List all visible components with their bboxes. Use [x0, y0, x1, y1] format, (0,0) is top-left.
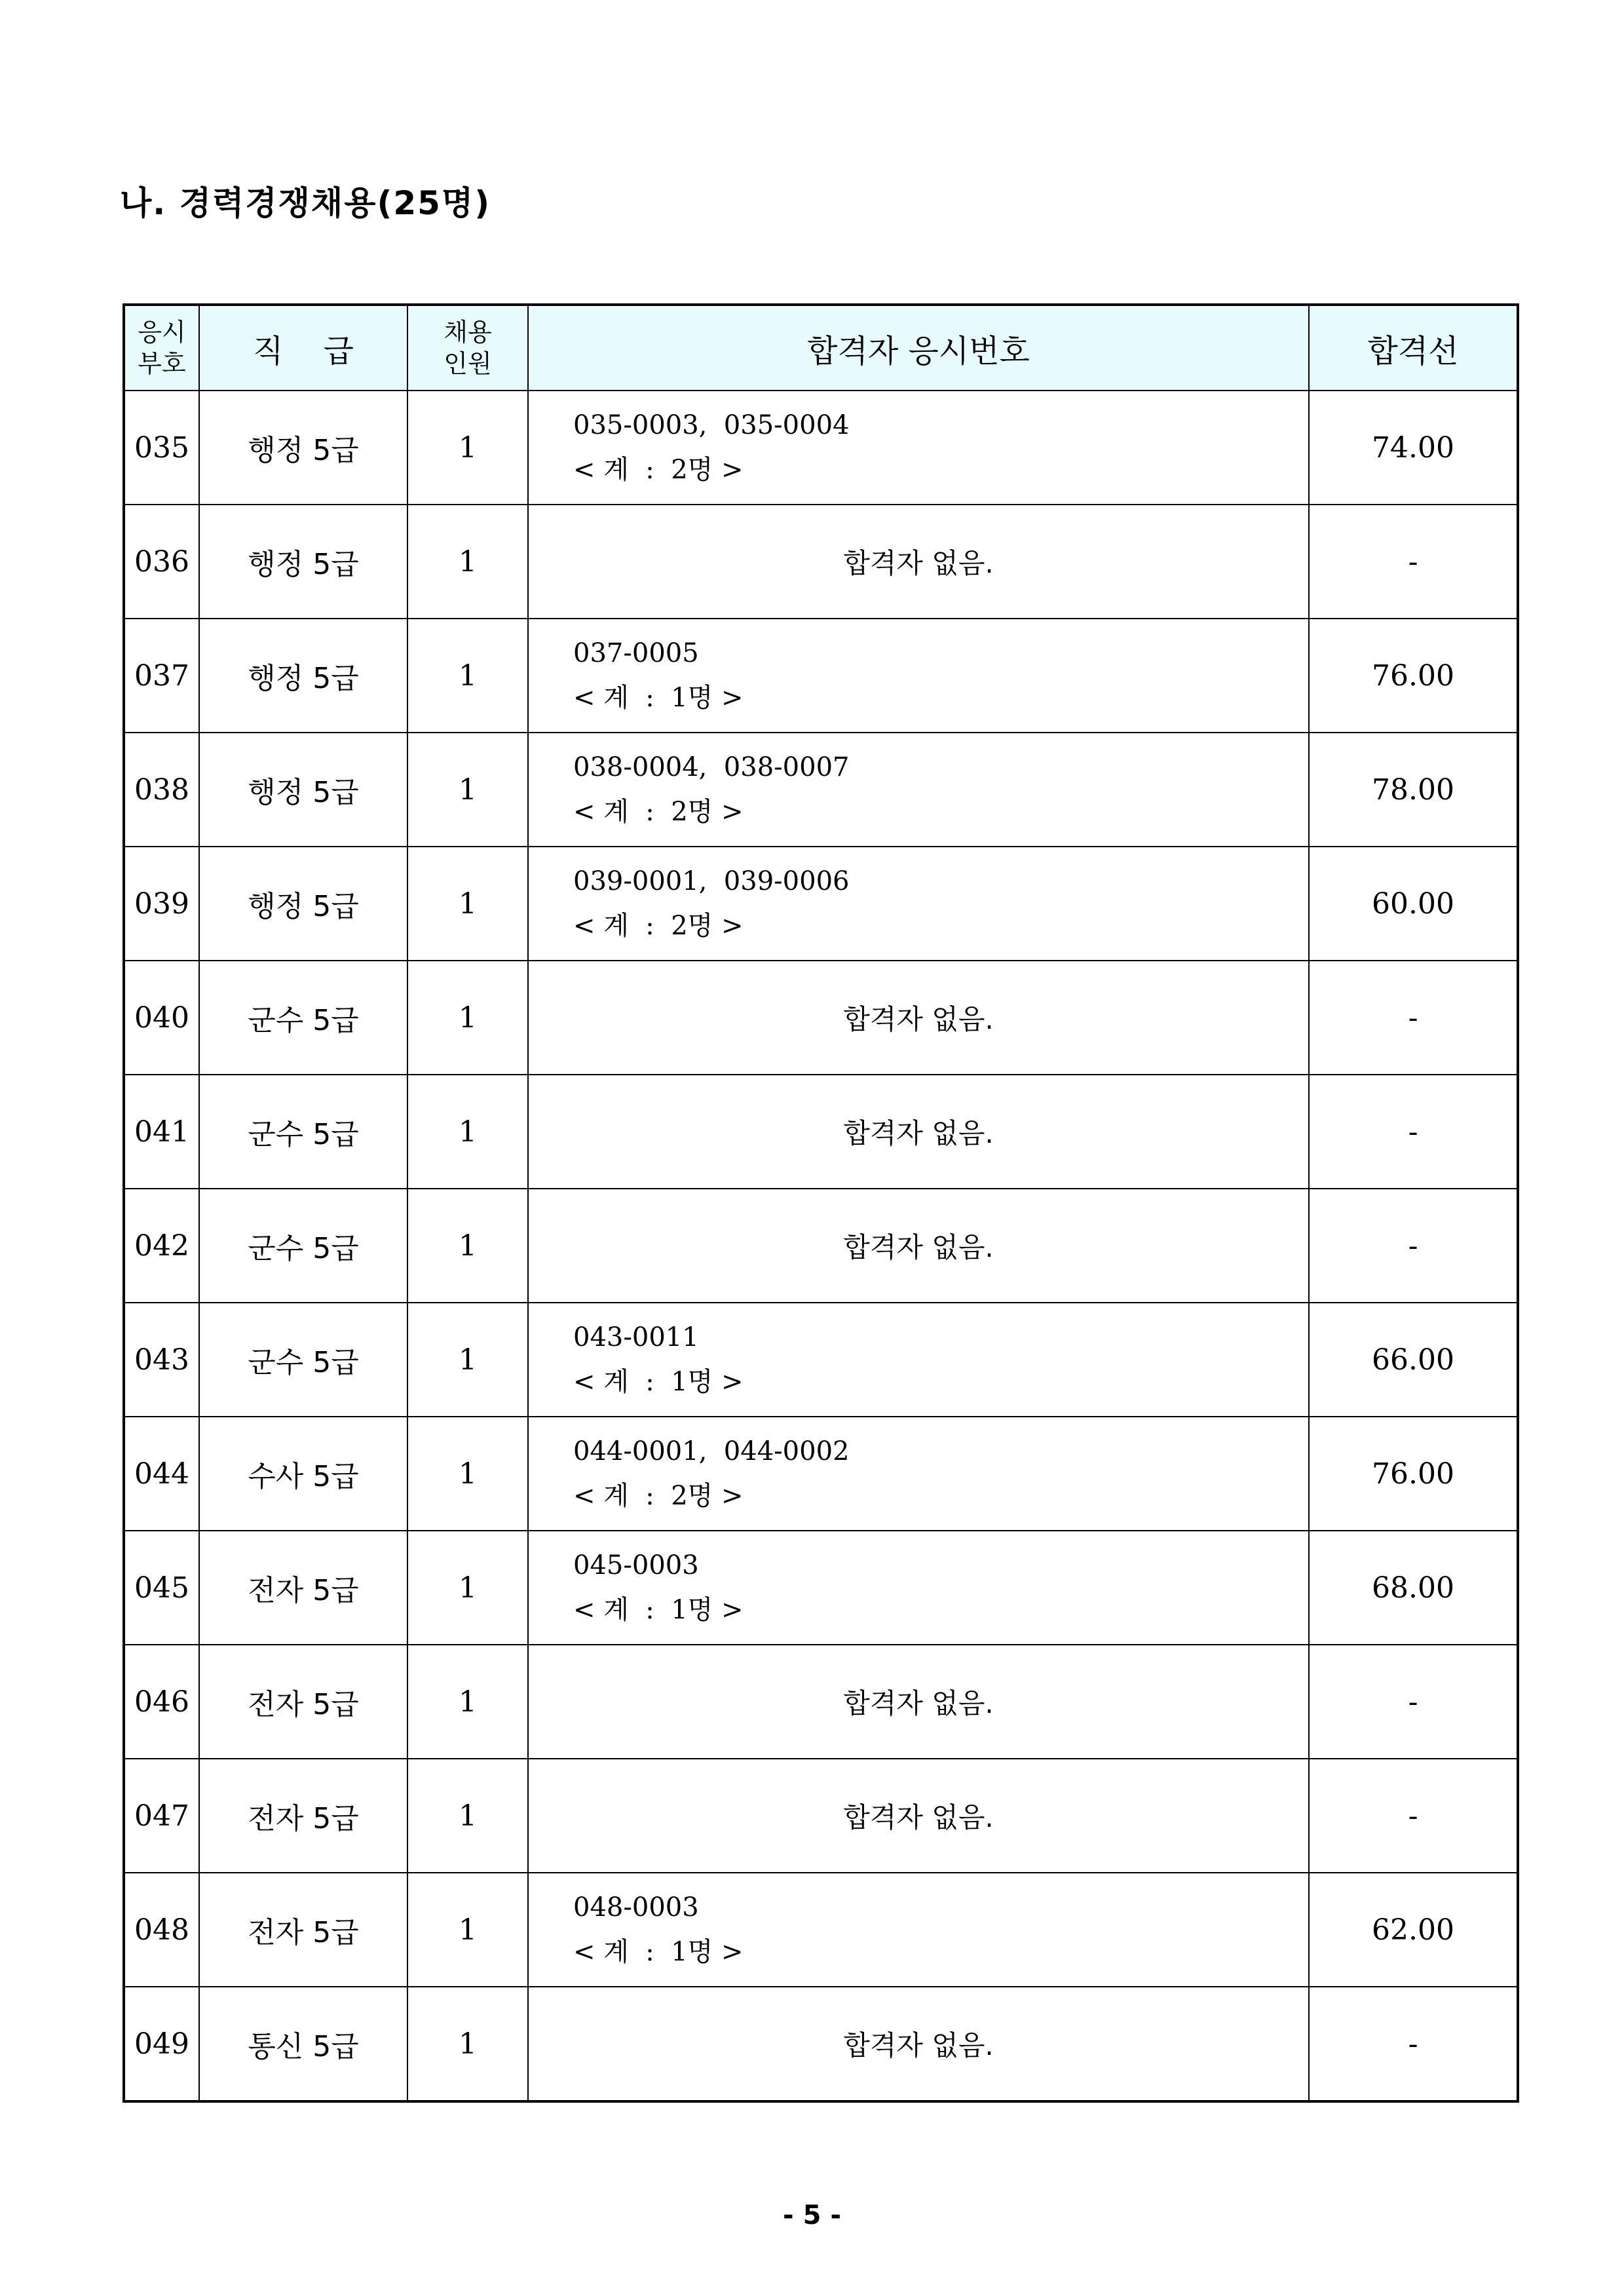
- cell-no-passer: 합격자 없음.: [528, 1645, 1309, 1759]
- cell-count: 1: [407, 391, 528, 505]
- cell-position: 행정 5급: [199, 391, 407, 505]
- cell-code: 036: [124, 505, 199, 619]
- cell-cutoff: -: [1309, 1075, 1518, 1189]
- cell-count: 1: [407, 1075, 528, 1189]
- cell-code: 041: [124, 1075, 199, 1189]
- cell-no-passer: 합격자 없음.: [528, 961, 1309, 1075]
- cell-count: 1: [407, 1987, 528, 2101]
- header-code: 응시 부호: [124, 305, 199, 391]
- cell-count: 1: [407, 505, 528, 619]
- cell-numbers: [528, 391, 1309, 505]
- table-row: [124, 1759, 1518, 1873]
- passer-numbers: 035-0003, 035-0004: [573, 410, 850, 440]
- table-row: [124, 1873, 1518, 1987]
- cell-code: 043: [124, 1303, 199, 1417]
- section-title: 나. 경력경쟁채용(25명): [120, 184, 491, 222]
- cell-position: 전자 5급: [199, 1873, 407, 1987]
- passer-total: < 계 : 1명 >: [573, 1937, 744, 1967]
- cell-position: 행정 5급: [199, 619, 407, 733]
- cell-no-passer: 합격자 없음.: [528, 1075, 1309, 1189]
- cell-cutoff: 78.00: [1309, 733, 1518, 847]
- cell-numbers: [528, 1303, 1309, 1417]
- cell-code: 044: [124, 1417, 199, 1531]
- passer-total: < 계 : 2명 >: [573, 1481, 744, 1511]
- cell-cutoff: -: [1309, 1759, 1518, 1873]
- cell-no-passer: 합격자 없음.: [528, 1189, 1309, 1303]
- table-row: [124, 1075, 1518, 1189]
- cell-count: 1: [407, 1531, 528, 1645]
- passer-numbers: 037-0005: [573, 638, 699, 668]
- cell-code: 037: [124, 619, 199, 733]
- cell-code: 042: [124, 1189, 199, 1303]
- table-row: [124, 733, 1518, 847]
- table-row: [124, 1417, 1518, 1531]
- cell-cutoff: 60.00: [1309, 847, 1518, 961]
- table-row: [124, 847, 1518, 961]
- cell-count: 1: [407, 1189, 528, 1303]
- cell-cutoff: 76.00: [1309, 619, 1518, 733]
- cell-code: 046: [124, 1645, 199, 1759]
- cell-position: 군수 5급: [199, 961, 407, 1075]
- header-position: 직 급: [199, 305, 407, 391]
- cell-position: 행정 5급: [199, 733, 407, 847]
- cell-cutoff: -: [1309, 1645, 1518, 1759]
- cell-cutoff: 68.00: [1309, 1531, 1518, 1645]
- cell-numbers: [528, 1873, 1309, 1987]
- cell-position: 군수 5급: [199, 1075, 407, 1189]
- header-cutoff: 합격선: [1309, 305, 1518, 391]
- cell-numbers: [528, 1417, 1309, 1531]
- cell-count: 1: [407, 1417, 528, 1531]
- cell-count: 1: [407, 1303, 528, 1417]
- cell-position: 행정 5급: [199, 847, 407, 961]
- passer-total: < 계 : 2명 >: [573, 455, 744, 485]
- cell-position: 전자 5급: [199, 1645, 407, 1759]
- cell-cutoff: 76.00: [1309, 1417, 1518, 1531]
- table-row: [124, 1987, 1518, 2101]
- page-number: - 5 -: [783, 2200, 841, 2230]
- cell-code: 040: [124, 961, 199, 1075]
- passer-numbers: 043-0011: [573, 1322, 699, 1352]
- passer-numbers: 048-0003: [573, 1892, 699, 1923]
- cell-position: 행정 5급: [199, 505, 407, 619]
- passer-total: < 계 : 2명 >: [573, 911, 744, 941]
- passer-numbers: 044-0001, 044-0002: [573, 1436, 850, 1466]
- cell-no-passer: 합격자 없음.: [528, 505, 1309, 619]
- cell-code: 048: [124, 1873, 199, 1987]
- cell-cutoff: -: [1309, 1987, 1518, 2101]
- table-row: [124, 391, 1518, 505]
- cell-count: 1: [407, 961, 528, 1075]
- header-numbers: 합격자 응시번호: [528, 305, 1309, 391]
- cell-code: 038: [124, 733, 199, 847]
- results-table: [123, 303, 1519, 2103]
- cell-cutoff: 62.00: [1309, 1873, 1518, 1987]
- cell-cutoff: -: [1309, 961, 1518, 1075]
- table-row: [124, 505, 1518, 619]
- passer-total: < 계 : 2명 >: [573, 797, 744, 827]
- cell-count: 1: [407, 1759, 528, 1873]
- cell-cutoff: 66.00: [1309, 1303, 1518, 1417]
- cell-count: 1: [407, 847, 528, 961]
- cell-position: 군수 5급: [199, 1303, 407, 1417]
- cell-code: 045: [124, 1531, 199, 1645]
- cell-numbers: [528, 847, 1309, 961]
- cell-code: 039: [124, 847, 199, 961]
- cell-cutoff: 74.00: [1309, 391, 1518, 505]
- passer-numbers: 039-0001, 039-0006: [573, 866, 850, 896]
- cell-numbers: [528, 619, 1309, 733]
- cell-code: 035: [124, 391, 199, 505]
- cell-cutoff: -: [1309, 1189, 1518, 1303]
- table-row: [124, 1531, 1518, 1645]
- table-row: [124, 1303, 1518, 1417]
- cell-no-passer: 합격자 없음.: [528, 1759, 1309, 1873]
- cell-no-passer: 합격자 없음.: [528, 1987, 1309, 2101]
- cell-position: 군수 5급: [199, 1189, 407, 1303]
- table-row: [124, 961, 1518, 1075]
- cell-count: 1: [407, 1873, 528, 1987]
- passer-numbers: 045-0003: [573, 1550, 699, 1580]
- table-row: [124, 1189, 1518, 1303]
- cell-position: 통신 5급: [199, 1987, 407, 2101]
- cell-code: 047: [124, 1759, 199, 1873]
- header-count: 채용 인원: [407, 305, 528, 391]
- cell-code: 049: [124, 1987, 199, 2101]
- cell-position: 전자 5급: [199, 1759, 407, 1873]
- passer-total: < 계 : 1명 >: [573, 1367, 744, 1397]
- cell-count: 1: [407, 619, 528, 733]
- cell-count: 1: [407, 1645, 528, 1759]
- passer-total: < 계 : 1명 >: [573, 683, 744, 713]
- cell-position: 수사 5급: [199, 1417, 407, 1531]
- passer-numbers: 038-0004, 038-0007: [573, 752, 850, 782]
- passer-total: < 계 : 1명 >: [573, 1595, 744, 1625]
- cell-numbers: [528, 733, 1309, 847]
- table-row: [124, 1645, 1518, 1759]
- header-row: [124, 305, 1518, 391]
- cell-position: 전자 5급: [199, 1531, 407, 1645]
- cell-count: 1: [407, 733, 528, 847]
- cell-cutoff: -: [1309, 505, 1518, 619]
- cell-numbers: [528, 1531, 1309, 1645]
- table-row: [124, 619, 1518, 733]
